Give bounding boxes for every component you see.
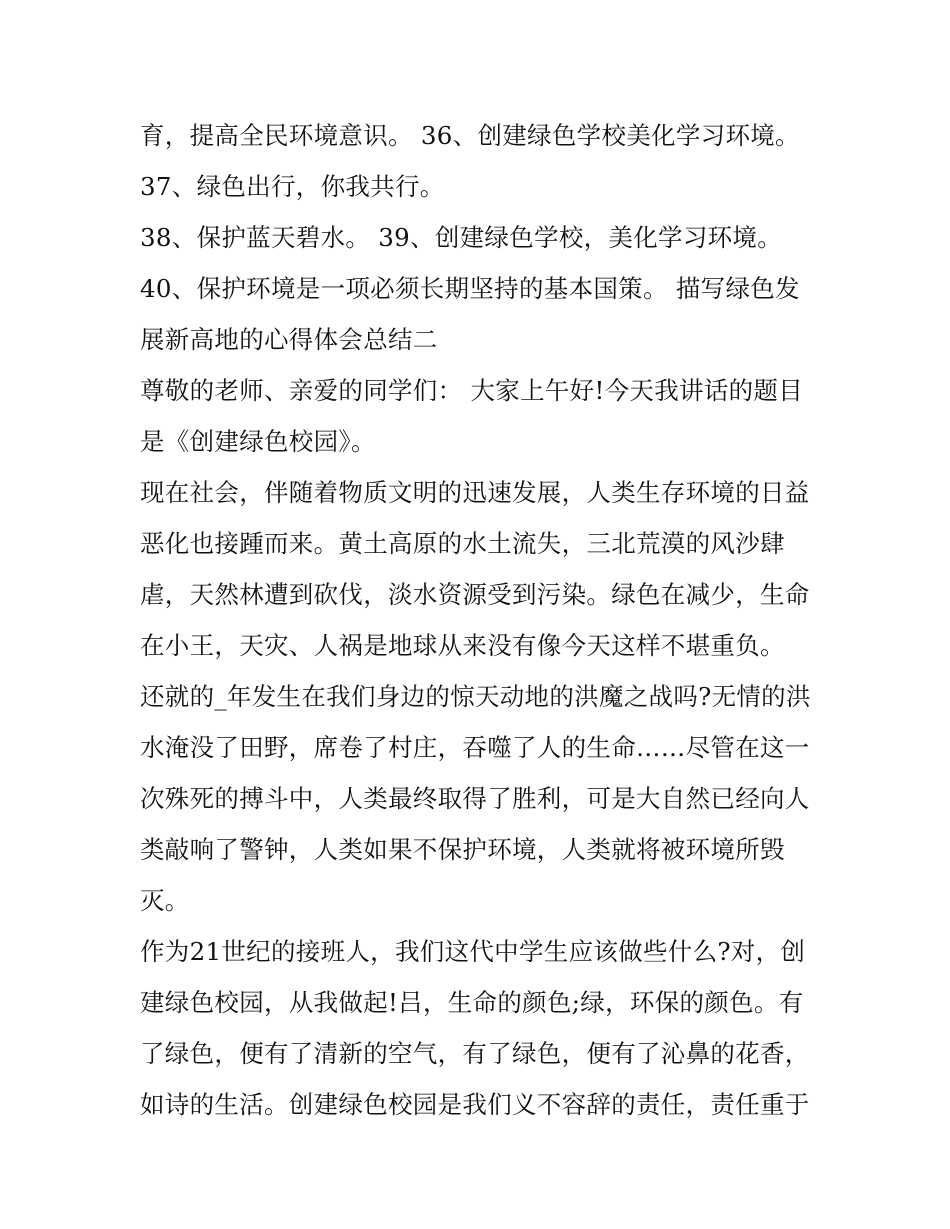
text-line: 40、保护环境是一项必须长期坚持的基本国策。 描写绿色发 [140,274,800,303]
text-line: 水淹没了田野，席卷了村庄，吞噬了人的生命……尽管在这一 [140,733,810,762]
text-line: 次殊死的搏斗中，人类最终取得了胜利，可是大自然已经向人 [140,784,810,813]
text-line: 建绿色校园，从我做起!吕，生命的颜色;绿，环保的颜色。有 [140,988,804,1017]
text-line: 还就的_年发生在我们身边的惊天动地的洪魔之战吗?无情的洪 [140,682,811,711]
text-line: 37、绿色出行，你我共行。 [140,172,445,201]
text-line: 灭。 [140,886,190,915]
text-line: 作为21世纪的接班人，我们这代中学生应该做些什么?对，创 [140,937,806,966]
text-line: 虐，天然林遭到砍伐，淡水资源受到污染。绿色在减少，生命 [140,580,810,609]
text-line: 在小王，天灾、人祸是地球从来没有像今天这样不堪重负。 [140,631,785,660]
text-line: 类敲响了警钟，人类如果不保护环境，人类就将被环境所毁 [140,835,785,864]
text-line: 现在社会，伴随着物质文明的迅速发展，人类生存环境的日益 [140,478,810,507]
document-body [140,110,830,1130]
text-line: 恶化也接踵而来。黄土高原的水土流失，三北荒漠的风沙肆 [140,529,785,558]
text-line: 展新高地的心得体会总结二 [140,325,438,354]
text-line: 是《创建绿色校园》。 [140,427,376,456]
text-line: 38、保护蓝天碧水。 39、创建绿色学校，美化学习环境。 [140,223,783,252]
text-line: 育，提高全民环境意识。 36、创建绿色学校美化学习环境。 [140,121,800,150]
text-line: 尊敬的老师、亲爱的同学们： 大家上午好!今天我讲话的题目 [140,376,804,405]
text-line: 如诗的生活。创建绿色校园是我们义不容辞的责任，责任重于 [140,1090,810,1119]
text-line: 了绿色，便有了清新的空气，有了绿色，便有了沁鼻的花香， [140,1039,810,1068]
